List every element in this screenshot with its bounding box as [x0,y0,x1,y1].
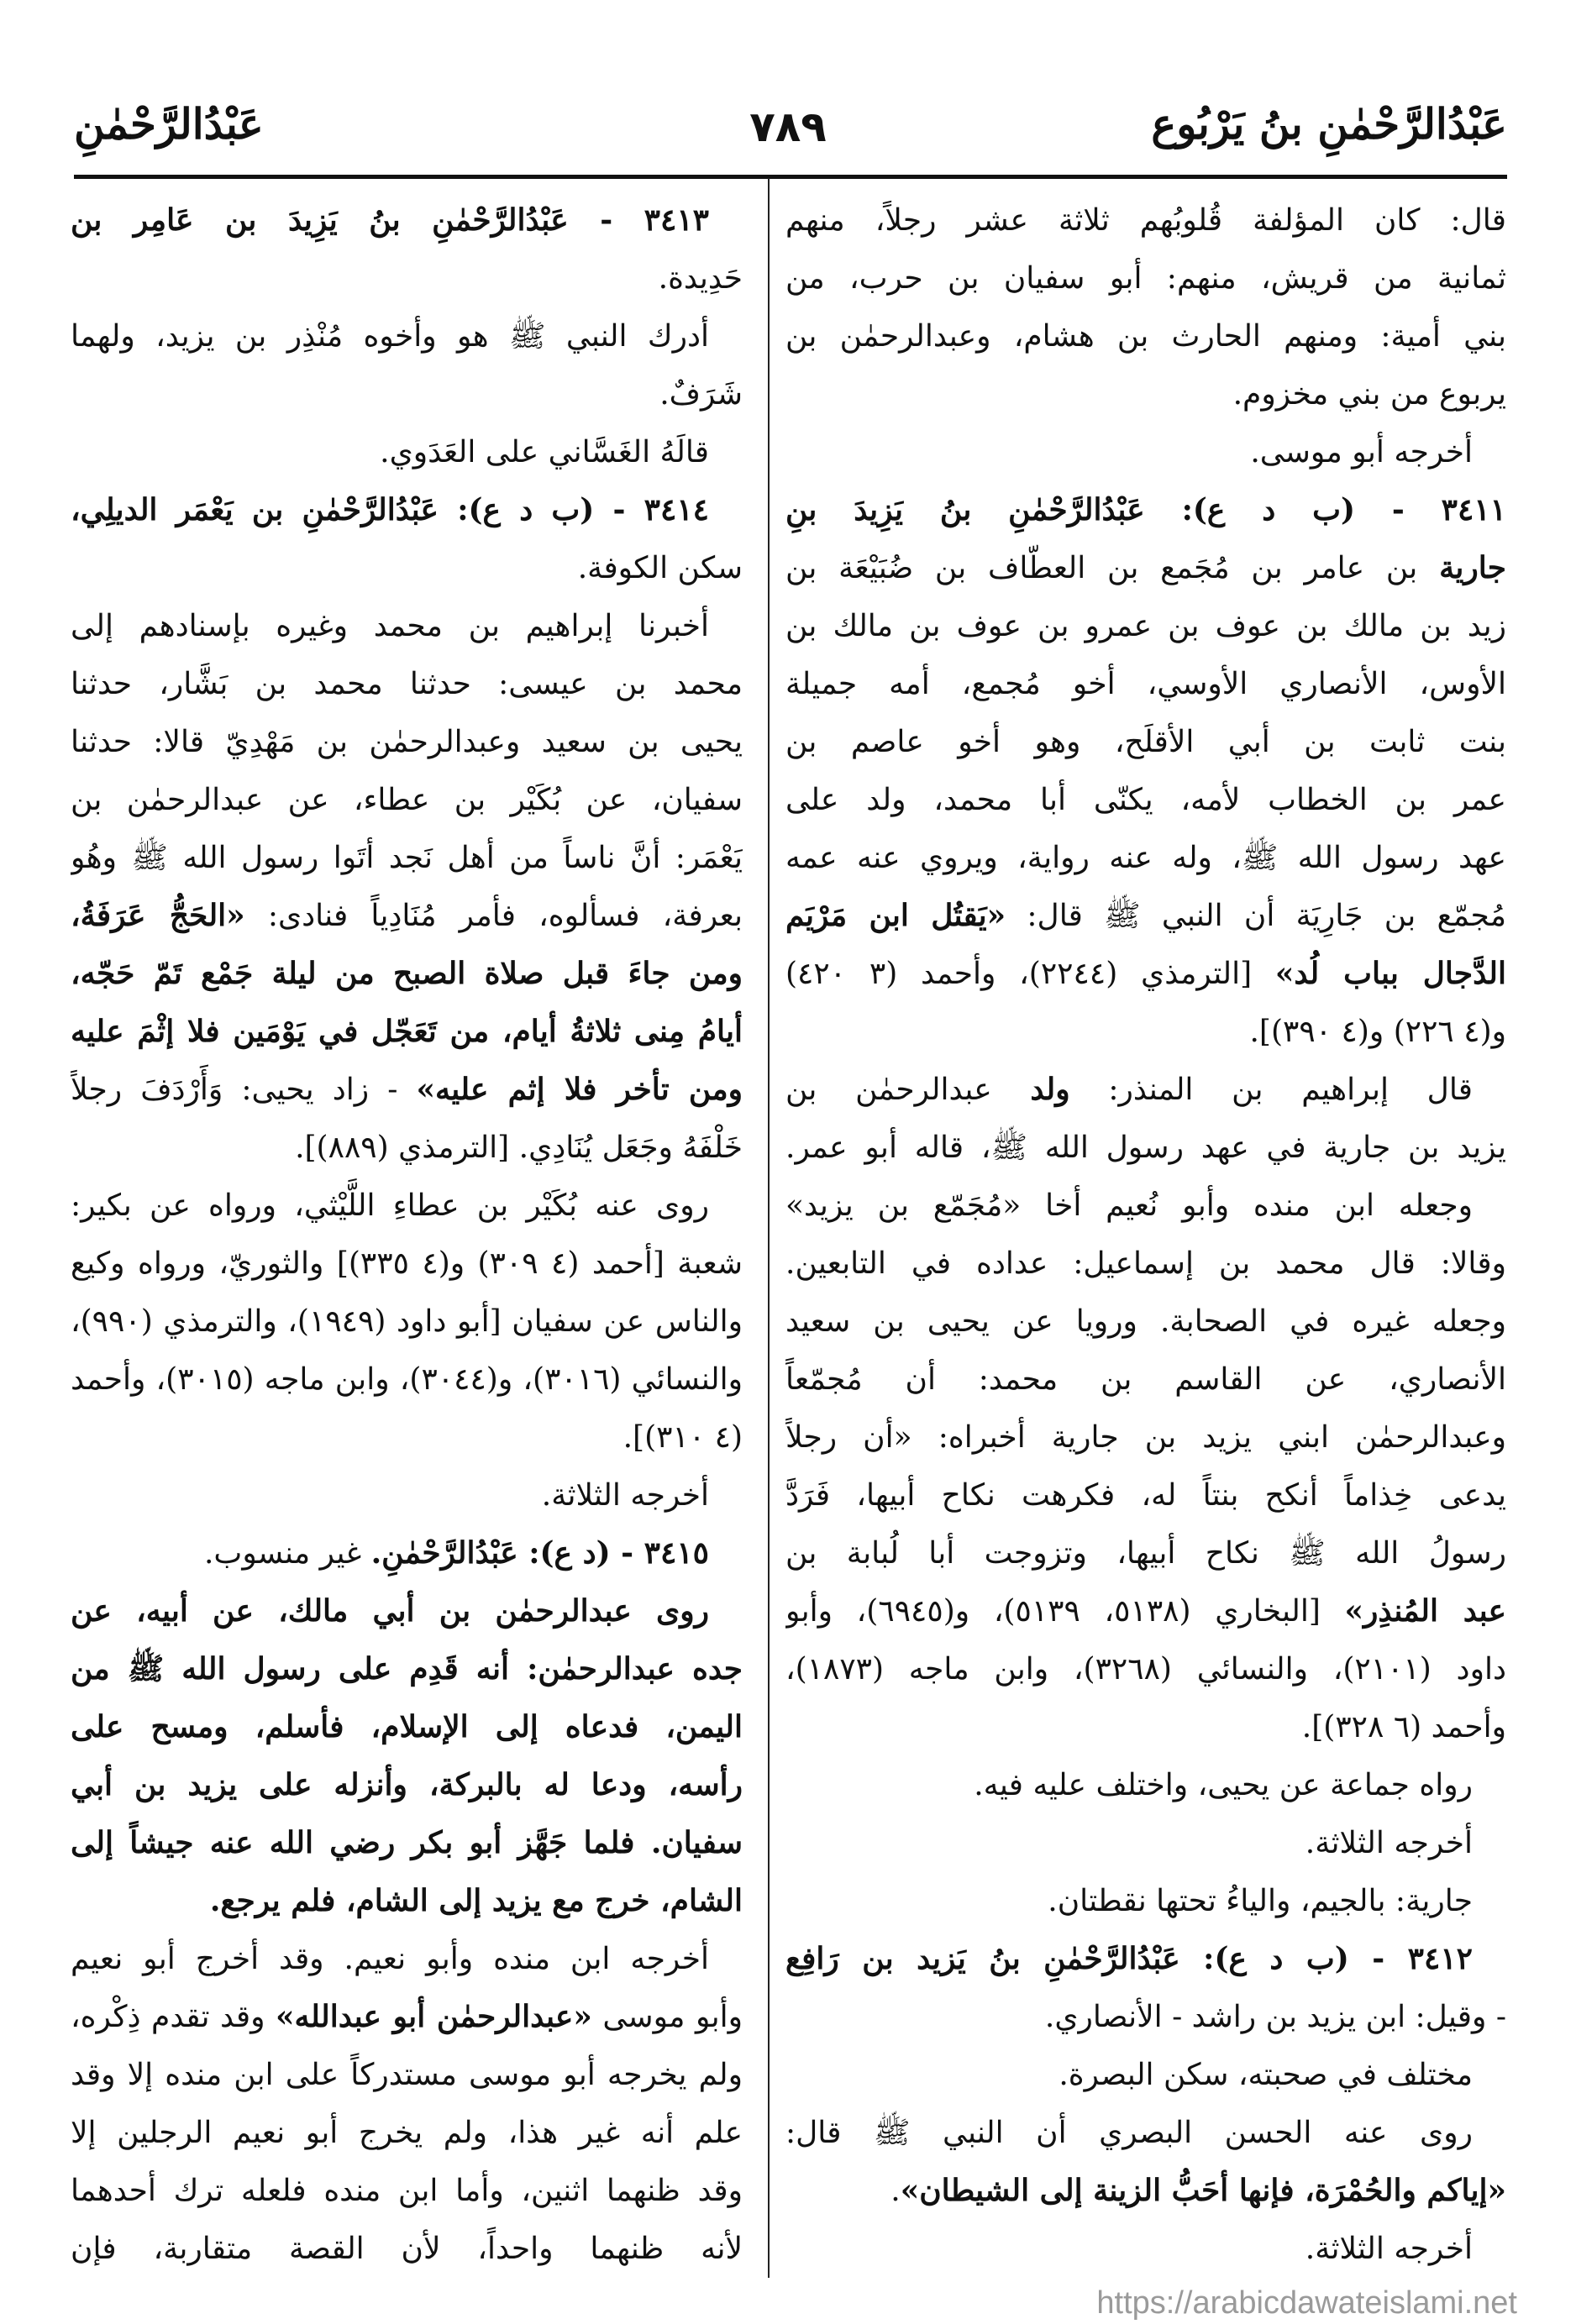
text-line [785,1177,1506,1235]
text-line [785,1119,1506,1177]
text: رسولُ الله ﷺ نكاح أبيها، وتزوجت أبا لُبابة بن [785,1536,1506,1571]
bold-text: من [71,1651,110,1687]
text-line [71,2046,743,2104]
text: شَرَفٌ. [659,377,743,412]
text-line [71,1177,743,1235]
text: داود (٢١٠١)، والنسائي (٣٢٦٨)، وابن ماجه (١٨٧٣)، [785,1652,1506,1687]
text: حَدِيدة. [658,261,743,296]
text: قال إبراهيم بن المنذر: [1069,1073,1474,1107]
bold-text: رأسه، ودعا له بالبركة، وأنزله على يزيد بن أبي [71,1767,743,1802]
text: وجعله ابن منده وأبو نُعيم أخا «مُجَمّع بن يزيد» [785,1188,1473,1223]
text-line [785,713,1506,771]
bold-text: ٣٤١٤ - (ب د ع): عَبْدُالرَّحْمٰنِ بن يَعْمَر الديلِي، [71,492,709,527]
text-line [71,1698,743,1756]
text: مُجمّع بن جَارِيَة أن النبي ﷺ قال: [1006,899,1506,933]
bold-text: ٣٤١٢ - (ب د ع): عَبْدُالرَّحْمٰنِ بنُ يَزيد بن رَافِع [785,1941,1473,1976]
text-line [71,771,743,829]
text-line [71,1119,743,1177]
text-line [71,1003,743,1061]
text: ثمانية من قريش، منهم: أبو سفيان بن حرب، من [785,261,1506,296]
text-line [71,1756,743,1814]
left-column [71,191,743,2278]
text-line [785,1698,1506,1756]
bold-text: الشام، خرج مع يزيد إلى الشام، فلم يرجع. [209,1883,743,1918]
text-line [71,307,743,365]
text: أخرجه الثلاثة. [1305,1826,1473,1860]
text: والنسائي (٣٠١٦)، و(٣٠٤٤)، وابن ماجه (٣٠١٥)، وأحمد [71,1362,743,1397]
text: أخرجه الثلاثة. [1305,2232,1473,2266]
text: زيد بن مالك بن عوف بن عمرو بن عوف بن مالك بن [785,609,1506,643]
text-line [785,2220,1506,2278]
text-line [71,539,743,597]
text: محمد بن عيسى: حدثنا محمد بن بَشَّار، حدثنا [71,667,743,701]
text-line [785,307,1506,365]
text-line [785,365,1506,423]
bold-text: جارية [1439,550,1506,585]
text-line [71,423,743,481]
text-line [785,1003,1506,1061]
text: الأنصاري، عن القاسم بن محمد: أن مُجمّعاً [785,1362,1506,1397]
bold-text: ٣٤١٥ - (د ع): عَبْدُالرَّحْمٰنِ. [370,1535,709,1571]
bold-text: ومن تأخر فلا إثم عليه» [416,1072,743,1107]
bold-text: «يَقتُل ابن مَرْيَم [785,898,1006,933]
text-line [71,1640,743,1698]
bold-text: روى عبدالرحمٰن بن أبي مالك، عن أبيه، عن [71,1593,709,1629]
text: عمر بن الخطاب لأمه، يكنّى أبا محمد، ولد على [785,783,1506,817]
text: ولم يخرجه أبو موسى مستدركاً على ابن منده إلا وقد [71,2058,743,2092]
text-line [71,2162,743,2220]
text-line [71,1814,743,1872]
text: قال: كان المؤلفة قُلوبُهم ثلاثة عشر رجلاً، منهم [785,203,1506,238]
text-line [71,1930,743,1988]
text: خَلْفَهُ وجَعَل يُنَادِي. [الترمذي (٨٨٩)]. [295,1131,743,1165]
running-head-entry-name: عَبْدُالرَّحْمٰنِ بنُ يَرْبُوع [1151,99,1507,149]
text: أخرجه الثلاثة. [541,1478,709,1513]
text: يَعْمَر: أنَّ ناساً من أهل نَجد أتَوا رسول الله ﷺ وهُو [71,841,743,875]
text-line [71,249,743,307]
bold-text: عبد المُنذِر» [1344,1593,1506,1629]
text-line [71,1293,743,1351]
text-line [71,1061,743,1119]
text-line [785,1293,1506,1351]
bold-text: جده عبدالرحمٰن: أنه قَدِم على رسول الله ﷺ [109,1651,743,1687]
text-line [785,655,1506,713]
text: - زاد يحيى: وَأَرْدَفَ رجلاً [71,1073,417,1107]
header-rule [74,175,1507,179]
text: جارية: بالجيم، والياءُ تحتها نقطتان. [1048,1884,1473,1918]
text: أخرجه أبو موسى. [1250,435,1473,470]
text: روى عنه بُكَيْر بن عطاءِ اللَّيْثي، ورواه عن بكير: [71,1188,709,1223]
bold-text: «إياكم والحُمْرَة، فإنها أحَبُّ الزينة إلى الشيطان» [900,2173,1506,2208]
column-divider [768,178,770,2278]
text-line [71,655,743,713]
text: [البخاري (٥١٣٨، ٥١٣٩)، و(٦٩٤٥)، وأبو [785,1594,1345,1629]
text-line [71,191,743,249]
bold-text: أيامُ مِنى ثلاثةُ أيام، من تَعَجّل في يَوْمَين فلا إثْمَ عليه [71,1014,743,1049]
text: بعرفة، فسألوه، فأمر مُنَادِياً فنادى: [244,899,743,933]
text-line [71,1466,743,1524]
text: سكن الكوفة. [577,551,743,585]
text: (٤ ٣١٠)]. [623,1420,743,1455]
text: روى عنه الحسن البصري أن النبي ﷺ قال: [785,2116,1473,2150]
bold-text: ٣٤١٣ - عَبْدُالرَّحْمٰنِ بنُ يَزِيدَ بن عَامِر بن [71,202,709,238]
text-line [71,1582,743,1640]
text: شعبة [أحمد (٤ ٣٠٩) و(٤ ٣٣٥)] والثوريّ، ورواه وكيع [71,1246,743,1281]
text: وعبدالرحمٰن ابني يزيد بن جارية أخبراه: «أن رجلاً [785,1420,1506,1455]
text: غير منسوب. [203,1536,371,1571]
text-line [785,1351,1506,1409]
text: والناس عن سفيان [أبو داود (١٩٤٩)، والترمذي (٩٩٠)، [71,1304,743,1339]
text-line [785,1756,1506,1814]
text: الأوس، الأنصاري الأوسي، أخو مُجمع، أمه جميلة [785,667,1506,701]
text-line [785,1640,1506,1698]
bold-text: ٣٤١١ - (ب د ع): عَبْدُالرَّحْمٰنِ بنُ يَزِيدَ بنِ [785,492,1506,527]
text-line [71,2104,743,2162]
running-head-section: عَبْدُالرَّحْمٰنِ [74,99,264,149]
text-line [71,597,743,655]
text-line [71,1409,743,1466]
text-line [71,887,743,945]
text-line [785,1872,1506,1930]
text: - وقيل: ابن يزيد بن راشد - الأنصاري. [1044,2000,1506,2034]
bold-text: «الحَجُّ عَرَفَةُ، [71,898,245,933]
text-line [785,597,1506,655]
text: [الترمذي (٢٢٤٤)، وأحمد (٣ ٤٢٠) [785,957,1275,991]
text-line [71,2220,743,2278]
text-line [785,1409,1506,1466]
text: و(٤ ٢٢٦) و(٤ ٣٩٠)]. [1249,1015,1506,1049]
text: وأبو موسى [591,2000,743,2034]
text-line [785,1814,1506,1872]
bold-text: ومن جاءَ قبل صلاة الصبح من ليلة جَمْع تَمّ حَجّه، [71,956,743,991]
text: مختلف في صحبته، سكن البصرة. [1059,2058,1473,2092]
text-line [71,481,743,539]
text: أخبرنا إبراهيم بن محمد وغيره بإسنادهم إلى [71,609,709,643]
watermark-url: https://arabicdawateislami.net [1096,2285,1517,2321]
text-line [71,1988,743,2046]
bold-text: سفيان. فلما جَهَّز أبو بكر رضي الله عنه جيشاً إلى [71,1825,743,1860]
text-line [785,2046,1506,2104]
text-line [785,829,1506,887]
text: وقالا: قال محمد بن إسماعيل: عداده في التابعين. [785,1246,1506,1281]
text: أخرجه ابن منده وأبو نعيم. وقد أخرج أبو نعيم [71,1942,709,1976]
text: يربوع من بني مخزوم. [1232,377,1506,412]
text: رواه جماعة عن يحيى، واختلف عليه فيه. [974,1768,1473,1802]
text: بن عامر بن مُجَمع بن العطّاف بن ضُبَيْعَة بن [785,551,1440,585]
text: قالَهُ الغَسَّاني على العَدَوي. [380,435,709,470]
text-line [785,2104,1506,2162]
text-line [785,945,1506,1003]
right-column [785,191,1506,2278]
text-line [785,1061,1506,1119]
text-line [785,539,1506,597]
text-line [71,365,743,423]
text: وقد تقدم ذِكْره، [71,2000,276,2034]
text: أدرك النبي ﷺ هو وأخوه مُنْذِر بن يزيد، ولهما [71,319,709,354]
text-line [785,1235,1506,1293]
text-line [71,1351,743,1409]
text: بنت ثابت بن أبي الأقلَح، وهو أخو عاصم بن [785,725,1506,759]
text-line [785,423,1506,481]
text: يدعى خِذاماً أنكح بنتاً له، فكرهت نكاح أبيها، فَرَدَّ [785,1478,1506,1513]
text: يحيى بن سعيد وعبدالرحمٰن بن مَهْدِيّ قالا: حدثنا [71,725,743,759]
bold-text: الدَّجال بباب لُد» [1274,956,1506,991]
text: . [890,2174,901,2208]
text-line [785,1930,1506,1988]
text: وأحمد (٦ ٣٢٨)]. [1301,1710,1506,1744]
text: يزيد بن جارية في عهد رسول الله ﷺ، قاله أبو عمر. [785,1131,1506,1165]
text-line [785,1582,1506,1640]
text: علم أنه غير هذا، ولم يخرج أبو نعيم الرجلين إلا [71,2116,743,2150]
text: سفيان، عن بُكَيْر بن عطاء، عن عبدالرحمٰن بن [71,783,743,817]
text-line [785,1988,1506,2046]
text: عهد رسول الله ﷺ، وله عنه رواية، ويروي عنه عمه [785,841,1506,875]
text: بني أمية: ومنهم الحارث بن هشام، وعبدالرحمٰن بن [785,319,1506,354]
text-line [785,1524,1506,1582]
text-line [785,2162,1506,2220]
text: لأنه ظنهما واحداً، لأن القصة متقاربة، فإن [71,2232,743,2266]
text-line [71,1235,743,1293]
text-line [71,713,743,771]
text: عبدالرحمٰن بن [785,1073,1031,1107]
text-line [785,191,1506,249]
text-line [785,481,1506,539]
text-line [71,1872,743,1930]
bold-text: اليمن، فدعاه إلى الإسلام، فأسلم، ومسح على [71,1709,743,1744]
text-line [785,249,1506,307]
text-line [71,1524,743,1582]
text: وقد ظنهما اثنين، وأما ابن منده فلعله ترك أحدهما [71,2174,743,2208]
text-line [785,887,1506,945]
text-line [785,1466,1506,1524]
text: وجعله غيره في الصحابة. ورويا عن يحيى بن سعيد [785,1304,1506,1339]
bold-text: «عبدالرحمٰن أبو عبدالله» [276,1999,592,2034]
text-line [785,771,1506,829]
bold-text: ولد [1030,1072,1070,1107]
text-line [71,829,743,887]
page-number: ٧٨٩ [749,102,827,151]
text-line [71,945,743,1003]
